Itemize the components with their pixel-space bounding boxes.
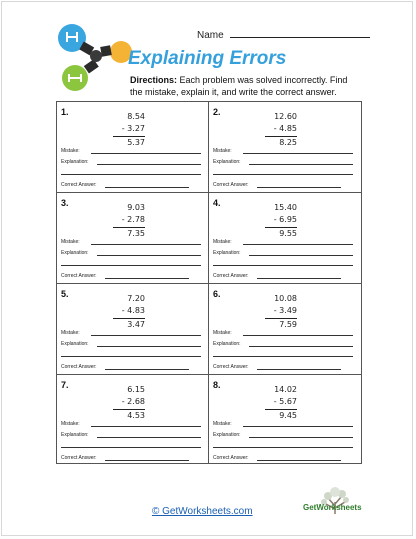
mistake-label: Mistake: — [61, 330, 80, 336]
given-answer: 5.37 — [113, 136, 145, 149]
subtraction-problem — [113, 384, 145, 422]
explanation-line[interactable] — [97, 255, 201, 256]
explanation-label: Explanation: — [61, 250, 89, 256]
explanation-field[interactable] — [61, 341, 89, 347]
problem-number: 6. — [213, 289, 221, 299]
mistake-line[interactable] — [91, 244, 201, 245]
explanation-field[interactable] — [213, 341, 241, 347]
mistake-label: Mistake: — [213, 421, 232, 427]
site-link[interactable]: © GetWorksheets.com — [152, 506, 253, 517]
name-input-line[interactable] — [230, 29, 370, 38]
mistake-label: Mistake: — [213, 148, 232, 154]
minuend: 9.03 — [127, 203, 145, 212]
explanation-line[interactable] — [249, 437, 353, 438]
problem-cell-6 — [209, 284, 361, 374]
correct-answer-line[interactable] — [257, 369, 341, 370]
subtraction-problem — [265, 111, 297, 149]
explanation-field[interactable] — [61, 159, 89, 165]
lightbulbs-logo-icon — [55, 22, 133, 94]
correct-answer-label: Correct Answer: — [61, 455, 97, 461]
directions-body: Each problem was solved incorrectly. Find the mistake, explain it, and write the correct answer. — [130, 75, 348, 97]
problem-cell-4 — [209, 193, 361, 283]
problem-cell-7 — [57, 375, 209, 465]
mistake-label: Mistake: — [61, 239, 80, 245]
correct-answer-label: Correct Answer: — [213, 455, 249, 461]
brand-wordmark: GetWorksheets — [303, 503, 362, 512]
explanation-line-2[interactable] — [213, 447, 353, 448]
problem-cell-2 — [209, 102, 361, 192]
mistake-field[interactable] — [213, 421, 232, 427]
explanation-label: Explanation: — [213, 159, 241, 165]
explanation-field[interactable] — [213, 432, 241, 438]
correct-answer-label: Correct Answer: — [213, 273, 249, 279]
subtraction-problem — [113, 293, 145, 331]
mistake-field[interactable] — [61, 148, 80, 154]
correct-answer-label: Correct Answer: — [61, 273, 97, 279]
explanation-line[interactable] — [249, 346, 353, 347]
problem-number: 1. — [61, 107, 69, 117]
correct-answer-line[interactable] — [257, 460, 341, 461]
subtraction-problem — [265, 293, 297, 331]
explanation-line-2[interactable] — [61, 265, 201, 266]
subtrahend: - 4.85 — [273, 124, 297, 133]
problem-grid — [56, 101, 362, 464]
mistake-field[interactable] — [213, 239, 232, 245]
minuend: 6.15 — [127, 385, 145, 394]
footer — [152, 506, 253, 517]
explanation-label: Explanation: — [61, 159, 89, 165]
given-answer: 7.35 — [113, 227, 145, 240]
directions-label: Directions: — [130, 75, 178, 85]
mistake-line[interactable] — [243, 426, 353, 427]
minuend: 14.02 — [274, 385, 297, 394]
problem-number: 7. — [61, 380, 69, 390]
correct-answer-line[interactable] — [257, 187, 341, 188]
mistake-field[interactable] — [213, 148, 232, 154]
name-label: Name — [197, 30, 224, 41]
minuend: 12.60 — [274, 112, 297, 121]
subtrahend: - 3.49 — [273, 306, 297, 315]
correct-answer-label: Correct Answer: — [61, 182, 97, 188]
explanation-field[interactable] — [61, 432, 89, 438]
page-title: Explaining Errors — [128, 48, 287, 69]
explanation-line[interactable] — [97, 346, 201, 347]
subtraction-problem — [265, 202, 297, 240]
subtraction-problem — [113, 202, 145, 240]
explanation-label: Explanation: — [213, 341, 241, 347]
subtrahend: - 5.67 — [273, 397, 297, 406]
problem-number: 5. — [61, 289, 69, 299]
correct-answer-line[interactable] — [257, 278, 341, 279]
subtraction-problem — [113, 111, 145, 149]
correct-answer-field[interactable] — [61, 364, 97, 370]
explanation-label: Explanation: — [61, 432, 89, 438]
subtrahend: - 2.78 — [121, 215, 145, 224]
problem-number: 2. — [213, 107, 221, 117]
correct-answer-field[interactable] — [61, 455, 97, 461]
directions-text — [130, 74, 360, 98]
explanation-line-2[interactable] — [213, 356, 353, 357]
correct-answer-label: Correct Answer: — [213, 182, 249, 188]
problem-cell-3 — [57, 193, 209, 283]
mistake-field[interactable] — [61, 421, 80, 427]
correct-answer-line[interactable] — [105, 460, 189, 461]
mistake-line[interactable] — [91, 426, 201, 427]
correct-answer-field[interactable] — [213, 182, 249, 188]
problem-number: 3. — [61, 198, 69, 208]
minuend: 7.20 — [127, 294, 145, 303]
given-answer: 9.45 — [265, 409, 297, 422]
correct-answer-label: Correct Answer: — [61, 364, 97, 370]
explanation-field[interactable] — [213, 159, 241, 165]
explanation-line-2[interactable] — [213, 174, 353, 175]
explanation-field[interactable] — [213, 250, 241, 256]
given-answer: 9.55 — [265, 227, 297, 240]
problem-cell-8 — [209, 375, 361, 465]
correct-answer-label: Correct Answer: — [213, 364, 249, 370]
correct-answer-line[interactable] — [105, 187, 189, 188]
problem-cell-1 — [57, 102, 209, 192]
subtrahend: - 4.83 — [121, 306, 145, 315]
given-answer: 3.47 — [113, 318, 145, 331]
explanation-line[interactable] — [249, 164, 353, 165]
correct-answer-field[interactable] — [213, 455, 249, 461]
given-answer: 8.25 — [265, 136, 297, 149]
correct-answer-field[interactable] — [61, 182, 97, 188]
mistake-label: Mistake: — [61, 148, 80, 154]
mistake-label: Mistake: — [213, 330, 232, 336]
explanation-line[interactable] — [249, 255, 353, 256]
explanation-line-2[interactable] — [213, 265, 353, 266]
explanation-line-2[interactable] — [61, 174, 201, 175]
problem-cell-5 — [57, 284, 209, 374]
problem-number: 4. — [213, 198, 221, 208]
mistake-line[interactable] — [91, 335, 201, 336]
mistake-field[interactable] — [61, 330, 80, 336]
explanation-label: Explanation: — [213, 432, 241, 438]
mistake-line[interactable] — [243, 153, 353, 154]
correct-answer-field[interactable] — [213, 273, 249, 279]
mistake-line[interactable] — [91, 153, 201, 154]
explanation-line[interactable] — [97, 437, 201, 438]
minuend: 10.08 — [274, 294, 297, 303]
subtrahend: - 2.68 — [121, 397, 145, 406]
correct-answer-line[interactable] — [105, 278, 189, 279]
explanation-label: Explanation: — [213, 250, 241, 256]
mistake-line[interactable] — [243, 244, 353, 245]
explanation-field[interactable] — [61, 250, 89, 256]
given-answer: 4.53 — [113, 409, 145, 422]
given-answer: 7.59 — [265, 318, 297, 331]
mistake-label: Mistake: — [213, 239, 232, 245]
subtrahend: - 3.27 — [121, 124, 145, 133]
mistake-label: Mistake: — [61, 421, 80, 427]
explanation-line[interactable] — [97, 164, 201, 165]
correct-answer-line[interactable] — [105, 369, 189, 370]
name-row — [197, 29, 370, 41]
minuend: 15.40 — [274, 203, 297, 212]
explanation-label: Explanation: — [61, 341, 89, 347]
correct-answer-field[interactable] — [213, 364, 249, 370]
mistake-line[interactable] — [243, 335, 353, 336]
minuend: 8.54 — [127, 112, 145, 121]
explanation-line-2[interactable] — [61, 356, 201, 357]
problem-number: 8. — [213, 380, 221, 390]
subtraction-problem — [265, 384, 297, 422]
mistake-field[interactable] — [61, 239, 80, 245]
subtrahend: - 6.95 — [273, 215, 297, 224]
explanation-line-2[interactable] — [61, 447, 201, 448]
correct-answer-field[interactable] — [61, 273, 97, 279]
mistake-field[interactable] — [213, 330, 232, 336]
